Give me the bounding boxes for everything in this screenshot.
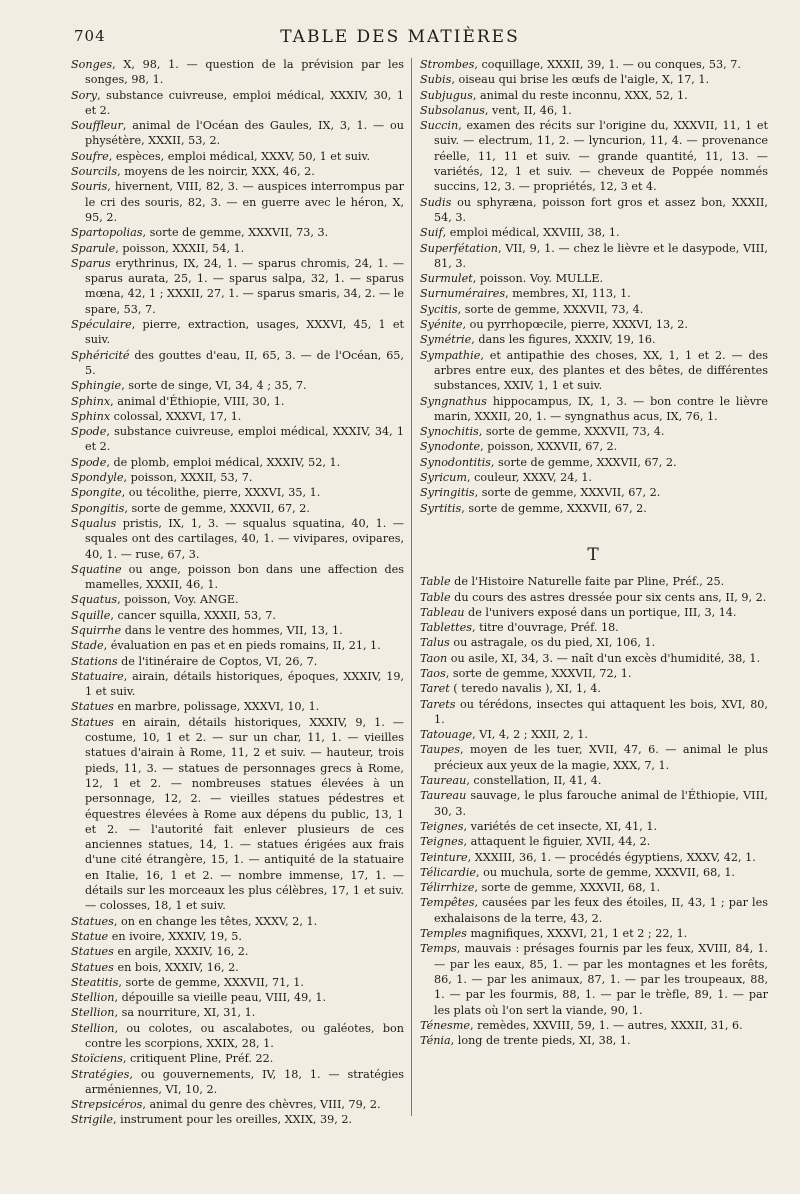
entry-headword: Squatus (71, 593, 118, 607)
entry-headword: Squalus (71, 516, 117, 530)
entry-references: , poisson, XXXII, 53, 7. (123, 471, 253, 485)
index-entry (420, 103, 768, 118)
entry-references: , pierre, extraction, usages, XXXVI, 45, 1 et suiv. (85, 318, 404, 347)
index-entry (420, 605, 768, 620)
section-letter: T (587, 544, 601, 565)
entry-references: , sorte de gemme, XXXVII, 67, 2. (124, 501, 310, 515)
index-entry (71, 960, 404, 975)
entry-headword: Subis (420, 73, 452, 87)
index-entry (420, 57, 768, 72)
index-entry (71, 394, 404, 409)
entry-references: , dépouille sa vieille peau, VIII, 49, 1. (114, 991, 327, 1005)
entry-headword: Table (420, 590, 451, 604)
index-entry (71, 1112, 404, 1127)
entry-references: en bois, XXXIV, 16, 2. (113, 960, 239, 974)
entry-headword: Steatitis (71, 975, 119, 989)
entry-references: en airain, détails historiques, XXXIV, 9, 1. — costume, 10, 1 et 2. — sur un char, 11, 1. — vieilles statues d'airain à Rome, 11, 2 et suiv. — hauteur, trois pieds, 11, 3. — statues de personnages grecs à Rome, 12, 1 et 2. — nombreuses statues élevées à un personnage, 12, 2. — vieilles statues pédestres et équestres élevées à Rome aux dépens du public, 13, 1 et 2. — l'autorité fait enlever plusieurs de ces anciennes statues, 14, 1. — statues érigées aux frais d'une cité étrangère, 15, 1. — antiquité de la statuaire en Italie, 16, 1 et 2. — nombre immense, 17, 1. — détails sur les morceaux les plus célèbres, 17, 1 et suiv. — colosses, 18, 1 et suiv. (85, 715, 404, 913)
entry-headword: Symétrie (420, 333, 472, 347)
index-entry (420, 225, 768, 240)
entry-references: , sorte de gemme, XXXVII, 67, 2. (474, 486, 661, 500)
index-entry (420, 317, 768, 332)
entry-references: , et antipathie des choses, XX, 1, 1 et 2. — des arbres entre eux, des plantes et des bêtes, de différentes substances, XXIV, 1, 1 et suiv. (434, 348, 768, 393)
index-entry (420, 880, 768, 895)
index-entry (71, 118, 404, 149)
index-entry (71, 562, 404, 593)
entry-references: , substance cuivreuse, emploi médical, XXXIV, 34, 1 et 2. (85, 425, 404, 454)
entry-references: , poisson, XXXII, 54, 1. (115, 241, 245, 255)
index-entry (420, 635, 768, 650)
index-entry (420, 72, 768, 87)
entry-headword: Stade (71, 639, 104, 653)
entry-references: , moyens de les noircir, XXX, 46, 2. (117, 165, 315, 179)
entry-references: , ou gouvernements, IV, 18, 1. — stratégies arméniennes, VI, 10, 2. (85, 1067, 404, 1096)
index-entry (420, 1033, 768, 1048)
entry-headword: Tablettes (420, 621, 472, 635)
entry-references: hippocampus, IX, 1, 3. — bon contre le lièvre marin, XXXII, 20, 1. — syngnathus acus, IX, 76, 1. (434, 394, 768, 423)
index-entry (71, 654, 404, 669)
index-entry (420, 574, 768, 589)
index-entry (71, 256, 404, 317)
entry-headword: Syringitis (420, 486, 475, 500)
index-entry (420, 773, 768, 788)
entry-references: pristis, IX, 1, 3. — squalus squatina, 40, 1. — squales ont des cartilages, 40, 1. — vivipares, ovipares, 40, 1. — ruse, 67, 3. (85, 516, 404, 561)
entry-headword: Synochitis (420, 425, 479, 439)
index-entry (71, 348, 404, 379)
entry-headword: Syrtitis (420, 501, 462, 515)
entry-headword: Stellion (71, 1021, 115, 1035)
entry-headword: Sourcils (71, 165, 118, 179)
entry-references: ou sphyræna, poisson fort gros et assez bon, XXXII, 54, 3. (434, 195, 768, 224)
entry-headword: Taupes (420, 743, 460, 757)
index-entry (420, 865, 768, 880)
index-entry (420, 697, 768, 728)
index-entry (71, 424, 404, 455)
index-entry (71, 623, 404, 638)
entry-references: erythrinus, IX, 24, 1. — sparus chromis, 24, 1. — sparus aurata, 25, 1. — sparus salpa, 32, 1. — sparus mœna, 42, 1 ; XXXII, 27, 1. — sparus smaris, 34, 2. — le spare, 53, 7. (85, 256, 404, 316)
entry-headword: Teignes (420, 819, 464, 833)
index-entry (71, 409, 404, 424)
entry-headword: Syénite (420, 318, 463, 332)
entry-headword: Tatouage (420, 728, 473, 742)
entry-headword: Stellion (71, 991, 115, 1005)
entry-references: , ou muchula, sorte de gemme, XXXVII, 68, 1. (476, 865, 735, 879)
entry-references: en argile, XXXIV, 16, 2. (113, 945, 249, 959)
entry-headword: Soufre (71, 149, 109, 163)
entry-references: , causées par les feux des étoiles, II, 43, 1 ; par les exhalaisons de la terre, 43, 2. (434, 896, 768, 925)
entry-headword: Stellion (71, 1006, 115, 1020)
index-entry (71, 317, 404, 348)
index-entry (71, 378, 404, 393)
entry-references: , on en change les têtes, XXXV, 2, 1. (113, 914, 318, 928)
entry-references: , coquillage, XXXII, 39, 1. — ou conques, 53, 7. (474, 58, 741, 71)
entry-headword: Ténia (420, 1034, 451, 1048)
index-entry (420, 485, 768, 500)
entry-headword: Télicardie (420, 865, 477, 879)
entry-headword: Taon (420, 651, 448, 665)
entry-headword: Sory (71, 88, 98, 102)
entry-headword: Taret (420, 682, 450, 696)
entry-references: , critiquent Pline, Préf. 22. (122, 1052, 274, 1066)
entry-references: , animal d'Éthiopie, VIII, 30, 1. (110, 394, 285, 408)
entry-headword: Statue (71, 929, 109, 943)
entry-references: , substance cuivreuse, emploi médical, XXXIV, 30, 1 et 2. (85, 88, 404, 117)
entry-headword: Teinture (420, 850, 468, 864)
entry-headword: Sycitis (420, 302, 458, 316)
index-entry (420, 620, 768, 635)
entry-references: , constellation, II, 41, 4. (466, 774, 602, 788)
entry-headword: Statues (71, 715, 114, 729)
index-entry (71, 455, 404, 470)
index-entry (420, 348, 768, 394)
entry-references: , sorte de gemme, XXXVII, 68, 1. (474, 881, 661, 895)
index-entry (420, 590, 768, 605)
entry-headword: Spode (71, 425, 107, 439)
entry-references: , variétés de cet insecte, XI, 41, 1. (463, 819, 658, 833)
entry-headword: Stoïciens (71, 1052, 123, 1066)
index-entry (71, 592, 404, 607)
index-entry (420, 470, 768, 485)
index-entry (420, 895, 768, 926)
entry-headword: Tempêtes (420, 896, 475, 910)
index-entry (420, 727, 768, 742)
entry-references: , sorte de gemme, XXXVII, 71, 1. (118, 975, 304, 989)
index-entry (71, 164, 404, 179)
index-entry (71, 179, 404, 225)
index-entry (71, 1051, 404, 1066)
entry-references: ou astragale, os du pied, XI, 106, 1. (449, 636, 656, 650)
index-entry (71, 975, 404, 990)
entry-headword: Subjugus (420, 88, 473, 102)
entry-references: , ou técolithe, pierre, XXXVI, 35, 1. (121, 486, 321, 500)
entry-references: , animal du reste inconnu, XXX, 52, 1. (472, 88, 688, 102)
entry-references: , dans les figures, XXXIV, 19, 16. (471, 333, 656, 347)
index-entry (420, 788, 768, 819)
entry-headword: Spongitis (71, 501, 125, 515)
entry-headword: Statues (71, 945, 114, 959)
entry-references: , airain, détails historiques, époques, XXXIV, 19, 1 et suiv. (85, 669, 404, 699)
entry-headword: Sparule (71, 241, 116, 255)
left-column (71, 57, 404, 1128)
entry-references: , long de trente pieds, XI, 38, 1. (450, 1034, 631, 1048)
index-entry (71, 944, 404, 959)
entry-headword: Talus (420, 636, 450, 650)
entry-headword: Statuaire (71, 669, 124, 683)
entry-references: , sa nourriture, XI, 31, 1. (114, 1006, 256, 1020)
index-entry (71, 485, 404, 500)
entry-references: , poisson, Voy. ANGE. (117, 593, 239, 607)
entry-headword: Statues (71, 700, 114, 714)
entry-references: , remèdes, XXVIII, 59, 1. — autres, XXXII, 31, 6. (470, 1018, 743, 1032)
entry-headword: Taureau (420, 774, 467, 788)
index-entry (71, 1097, 404, 1112)
entry-references: magnifiques, XXXVI, 21, 1 et 2 ; 22, 1. (466, 927, 688, 941)
index-entry (420, 651, 768, 666)
index-entry (71, 241, 404, 256)
entry-headword: Teignes (420, 835, 464, 849)
entry-references: dans le ventre des hommes, VII, 13, 1. (121, 623, 343, 637)
entry-references: , emploi médical, XXVIII, 38, 1. (442, 226, 620, 240)
entry-references: , sorte de gemme, XXXVII, 67, 2. (461, 501, 647, 515)
index-entry (420, 1018, 768, 1033)
entry-references: , oiseau qui brise les œufs de l'aigle, X, 17, 1. (451, 73, 710, 87)
entry-headword: Strigile (71, 1113, 114, 1127)
page-number: 704 (74, 27, 106, 45)
entry-headword: Synodonte (420, 440, 481, 454)
index-entry (71, 57, 404, 88)
entry-headword: Table (420, 575, 451, 589)
index-entry (420, 424, 768, 439)
entry-references: , de plomb, emploi médical, XXXIV, 52, 1. (106, 455, 341, 469)
index-entry (71, 516, 404, 562)
entry-references: , hivernent, VIII, 82, 3. — auspices interrompus par le cri des souris, 82, 3. — en guerre avec le héron, X, 95, 2. (85, 180, 404, 224)
entry-references: ou ange, poisson bon dans une affection des mamelles, XXXII, 46, 1. (85, 562, 404, 592)
entry-references: , ou pyrrhopœcile, pierre, XXXVI, 13, 2. (462, 318, 688, 332)
entry-headword: Temps (420, 942, 457, 956)
entry-headword: Stations (71, 654, 118, 668)
entry-references: ( teredo navalis ), XI, 1, 4. (449, 682, 601, 696)
index-entry (71, 914, 404, 929)
entry-headword: Souris (71, 180, 108, 194)
entry-headword: Sphéricité (71, 348, 130, 362)
entry-headword: Tableau (420, 605, 465, 619)
entry-headword: Synodontitis (420, 455, 491, 469)
entry-headword: Sparus (71, 256, 111, 270)
entry-references: , examen des récits sur l'origine du, XXXVII, 11, 1 et suiv. — electrum, 11, 2. — lyncurion, 11, 4. — provenance réelle, 11, 11 et suiv. — grande quantité, 11, 13. — variétés, 12, 1 et suiv. — cheveux de Poppée nommés succins, 12, 3. — propriétés, 12, 3 et 4. (434, 119, 768, 194)
entry-headword: Ténesme (420, 1018, 471, 1032)
entry-references: , VI, 4, 2 ; XXII, 2, 1. (472, 728, 588, 742)
index-entry (71, 699, 404, 714)
entry-headword: Spéculaire (71, 318, 132, 332)
index-entry (420, 501, 768, 516)
entry-references: , X, 98, 1. — question de la prévision par les songes, 98, 1. (85, 58, 404, 87)
entry-headword: Sphingie (71, 379, 122, 393)
index-entry (420, 332, 768, 347)
entry-references: , poisson, XXXVII, 67, 2. (480, 440, 618, 454)
entry-headword: Taureau (420, 789, 467, 803)
index-entry (71, 1005, 404, 1020)
entry-references: , moyen de les tuer, XVII, 47, 6. — animal le plus précieux aux yeux de la magie, XXX, 7, 1. (434, 743, 768, 772)
index-entry (71, 608, 404, 623)
entry-headword: Spartopolias (71, 226, 143, 240)
entry-headword: Squille (71, 608, 111, 622)
entry-references: ou térédons, insectes qui attaquent les bois, XVI, 80, 1. (434, 697, 768, 726)
entry-headword: Spongite (71, 486, 122, 500)
index-entry (420, 88, 768, 103)
index-entry (420, 195, 768, 226)
entry-headword: Suif (420, 226, 443, 240)
entry-references: , animal de l'Océan des Gaules, IX, 3, 1. — ou physétère, XXXII, 53, 2. (85, 119, 404, 148)
entry-references: , XXXIII, 36, 1. — procédés égyptiens, XXXV, 42, 1. (467, 850, 756, 864)
entry-headword: Temples (420, 927, 467, 941)
entry-references: , cancer squilla, XXXII, 53, 7. (110, 608, 276, 622)
entry-headword: Sphinx (71, 394, 111, 408)
entry-references: des gouttes d'eau, II, 65, 3. — de l'Océan, 65, 5. (85, 348, 404, 377)
entry-headword: Strepsicéros (71, 1098, 143, 1112)
index-entry (420, 742, 768, 773)
entry-references: , sorte de gemme, XXXVII, 73, 4. (457, 302, 644, 316)
entry-references: , vent, II, 46, 1. (484, 103, 572, 117)
entry-headword: Squatine (71, 562, 122, 576)
index-entry (420, 394, 768, 425)
index-entry (71, 1021, 404, 1052)
entry-references: de l'Histoire Naturelle faite par Pline, Préf., 25. (450, 575, 725, 589)
right-column (420, 57, 768, 1048)
entry-references: , VII, 9, 1. — chez le lièvre et le dasypode, VIII, 81, 3. (434, 241, 768, 270)
index-entry (71, 638, 404, 653)
entry-headword: Statues (71, 914, 114, 928)
index-entry (71, 149, 404, 164)
index-entry (71, 470, 404, 485)
entry-references: ou asile, XI, 34, 3. — naît d'un excès d'humidité, 38, 1. (447, 651, 761, 665)
index-entry (420, 241, 768, 272)
index-entry (420, 439, 768, 454)
entry-headword: Syngnathus (420, 394, 487, 408)
entry-headword: Spondyle (71, 471, 124, 485)
index-entry (71, 669, 404, 700)
entry-headword: Stratégies (71, 1067, 130, 1081)
index-entry (420, 834, 768, 849)
entry-headword: Succin (420, 119, 459, 133)
running-header (0, 27, 800, 51)
entry-references: de l'itinéraire de Coptos, VI, 26, 7. (117, 654, 318, 668)
index-entry (420, 455, 768, 470)
index-entry (71, 88, 404, 119)
entry-references: , sorte de singe, VI, 34, 4 ; 35, 7. (121, 379, 307, 393)
page-title: TABLE DES MATIÈRES (280, 27, 520, 47)
index-entry (71, 990, 404, 1005)
index-entry (71, 501, 404, 516)
entry-references: , poisson. Voy. MULLE. (472, 272, 604, 286)
entry-headword: Sympathie (420, 348, 481, 362)
entry-references: , mauvais : présages fournis par les feux, XVIII, 84, 1. — par les eaux, 85, 1. — par les montagnes et les forêts, 86, 1. — par les animaux, 87, 1. — par les troupeaux, 88, 1. — par les fourmis, 88, 1. — par le trèfle, 89, 1. — par les plats où l'on sert la viande, 90, 1. (434, 942, 768, 1017)
index-entry (71, 929, 404, 944)
entry-headword: Spode (71, 455, 107, 469)
entry-headword: Tarets (420, 697, 456, 711)
index-entry (420, 118, 768, 194)
entry-references: en ivoire, XXXIV, 19, 5. (108, 929, 242, 943)
index-entry (420, 926, 768, 941)
index-entry (420, 286, 768, 301)
entry-headword: Statues (71, 960, 114, 974)
entry-references: colossal, XXXVI, 17, 1. (110, 409, 242, 423)
entry-references: , ou colotes, ou ascalabotes, ou galéotes, bon contre les scorpions, XXIX, 28, 1. (85, 1021, 404, 1050)
index-entry (420, 271, 768, 286)
entry-headword: Surmulet (420, 272, 473, 286)
entry-headword: Surnuméraires (420, 287, 506, 301)
entry-headword: Télirrhize (420, 881, 475, 895)
entry-references: , titre d'ouvrage, Préf. 18. (471, 621, 619, 635)
entry-references: du cours des astres dressée pour six cents ans, II, 9, 2. (450, 590, 767, 604)
entry-references: sauvage, le plus farouche animal de l'Éthiopie, VIII, 30, 3. (434, 789, 768, 818)
column-divider (411, 58, 412, 1116)
index-entry (420, 850, 768, 865)
entry-references: , instrument pour les oreilles, XXIX, 39, 2. (113, 1113, 353, 1127)
index-entry (71, 715, 404, 914)
entry-references: , sorte de gemme, XXXVII, 73, 4. (478, 425, 665, 439)
entry-headword: Sphinx (71, 409, 111, 423)
entry-references: en marbre, polissage, XXXVI, 10, 1. (113, 700, 320, 714)
entry-references: de l'univers exposé dans un portique, III, 3, 14. (464, 605, 737, 619)
entry-headword: Taos (420, 666, 446, 680)
s-entries (420, 57, 768, 516)
entry-references: , sorte de gemme, XXXVII, 67, 2. (490, 455, 677, 469)
index-entry (71, 225, 404, 240)
entry-references: , espèces, emploi médical, XXXV, 50, 1 et suiv. (108, 149, 371, 163)
index-entry (420, 666, 768, 681)
index-entry (420, 941, 768, 1017)
entry-references: , sorte de gemme, XXXVII, 73, 3. (142, 226, 329, 240)
entry-headword: Squirrhe (71, 623, 122, 637)
entry-references: , couleur, XXXV, 24, 1. (467, 471, 593, 485)
entry-headword: Superfétation (420, 241, 498, 255)
entry-headword: Syricum (420, 471, 467, 485)
t-entries (420, 574, 768, 1048)
index-entry (420, 819, 768, 834)
index-entry (420, 681, 768, 696)
entry-headword: Sudis (420, 195, 452, 209)
entry-headword: Subsolanus (420, 103, 485, 117)
entry-references: , animal du genre des chèvres, VIII, 79, 2. (142, 1098, 381, 1112)
entry-headword: Souffleur (71, 119, 123, 133)
index-entry (71, 1067, 404, 1098)
entry-references: , membres, XI, 113, 1. (505, 287, 631, 301)
entry-headword: Songes (71, 58, 113, 71)
entry-references: , évaluation en pas et en pieds romains, II, 21, 1. (103, 639, 381, 653)
index-entry (420, 302, 768, 317)
entry-references: , attaquent le figuier, XVII, 44, 2. (463, 835, 651, 849)
entry-references: , sorte de gemme, XXXVII, 72, 1. (445, 666, 632, 680)
entry-headword: Strombes (420, 58, 475, 71)
